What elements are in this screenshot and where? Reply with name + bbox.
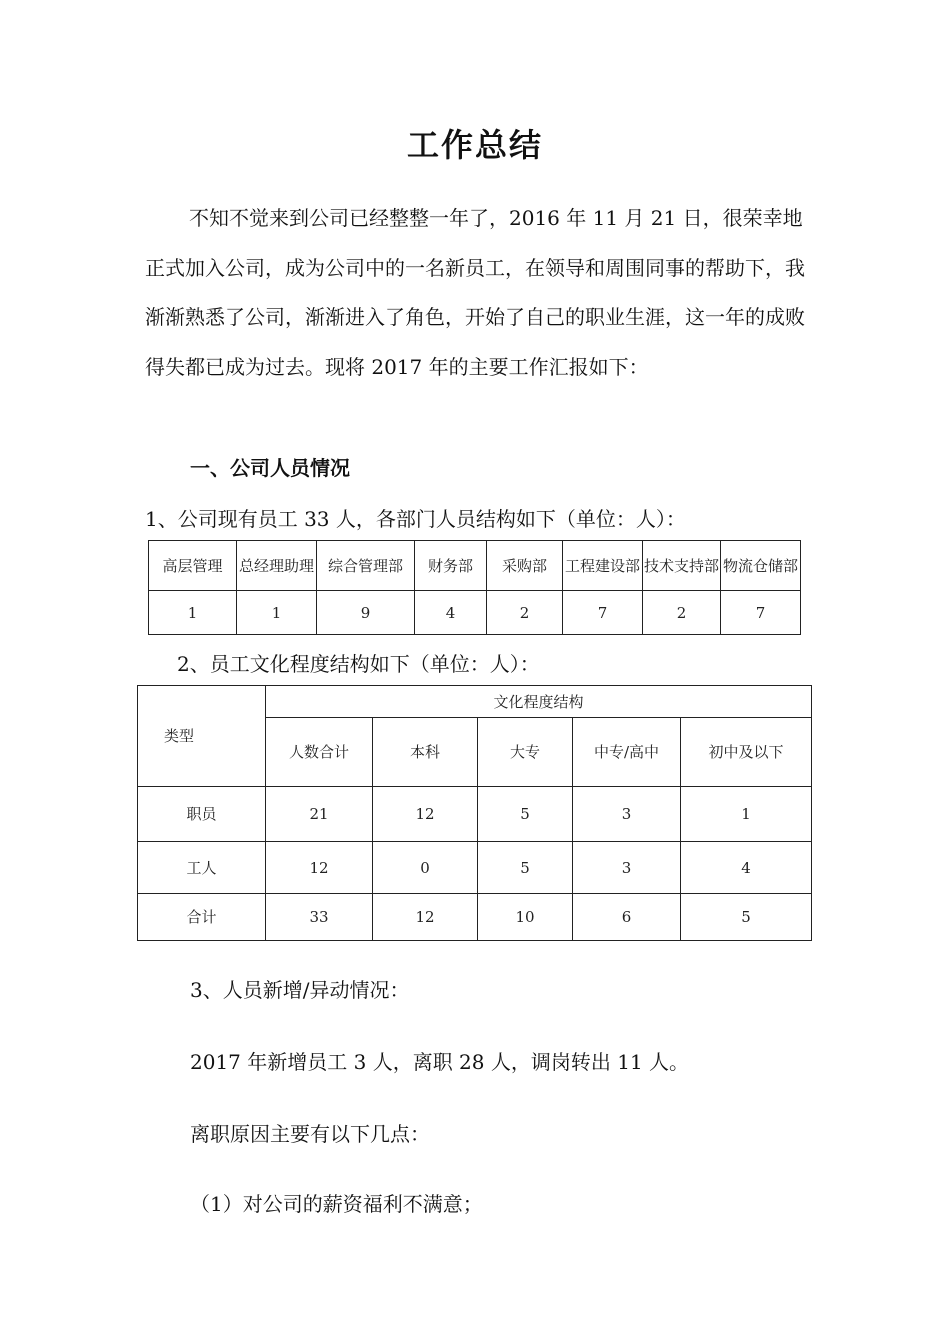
edu-header-cell: 人数合计 — [266, 718, 373, 787]
table-cell: 4 — [681, 842, 812, 894]
type-header-cell: 类型 — [138, 686, 266, 787]
dept-value-cell: 1 — [149, 591, 237, 635]
table-cell: 0 — [373, 842, 478, 894]
dept-header-cell: 物流仓储部 — [721, 541, 801, 591]
item-2-text: 2、员工文化程度结构如下（单位：人）： — [177, 652, 540, 676]
reasons-intro-text: 离职原因主要有以下几点： — [190, 1122, 430, 1146]
dept-header-cell: 工程建设部 — [563, 541, 643, 591]
table-cell: 33 — [266, 894, 373, 941]
edu-header-cell: 中专/高中 — [573, 718, 681, 787]
education-group-row — [138, 686, 812, 718]
edu-header-cell: 初中及以下 — [681, 718, 812, 787]
table-cell: 1 — [681, 787, 812, 842]
dept-header-cell: 综合管理部 — [317, 541, 415, 591]
dept-header-cell: 财务部 — [415, 541, 487, 591]
row-label-cell: 工人 — [138, 842, 266, 894]
new-staff-text: 2017 年新增员工 3 人，离职 28 人，调岗转出 11 人。 — [190, 1050, 690, 1074]
group-header-cell: 文化程度结构 — [266, 686, 812, 718]
table-cell: 12 — [373, 787, 478, 842]
edu-header-cell: 大专 — [478, 718, 573, 787]
table-row — [138, 787, 812, 842]
dept-value-cell: 2 — [487, 591, 563, 635]
section-heading: 一、公司人员情况 — [190, 456, 350, 480]
document-title: 工作总结 — [406, 126, 543, 164]
table-cell: 5 — [478, 842, 573, 894]
dept-header-cell: 高层管理 — [149, 541, 237, 591]
dept-value-cell: 7 — [563, 591, 643, 635]
dept-value-cell: 2 — [643, 591, 721, 635]
dept-value-cell: 9 — [317, 591, 415, 635]
row-label-cell: 职员 — [138, 787, 266, 842]
item-1-text: 1、公司现有员工 33 人，各部门人员结构如下（单位：人）： — [145, 507, 686, 531]
intro-text: 不知不觉来到公司已经整整一年了，2016 年 11 月 21 日，很荣幸地正式加入公司，成为公司中的一名新员工，在领导和周围同事的帮助下，我渐渐熟悉了公司，渐渐进入了角色，开始了自己的职业生涯，这一年的成败得失都已成为过去。现将 2017 年的主要工作汇报如下： — [145, 206, 805, 379]
department-value-row — [149, 591, 801, 635]
table-cell: 6 — [573, 894, 681, 941]
table-cell: 5 — [681, 894, 812, 941]
dept-header-cell: 采购部 — [487, 541, 563, 591]
table-cell: 10 — [478, 894, 573, 941]
dept-value-cell: 7 — [721, 591, 801, 635]
dept-value-cell: 1 — [237, 591, 317, 635]
edu-header-cell: 本科 — [373, 718, 478, 787]
table-cell: 12 — [266, 842, 373, 894]
dept-value-cell: 4 — [415, 591, 487, 635]
education-table — [137, 685, 812, 941]
department-header-row — [149, 541, 801, 591]
table-cell: 21 — [266, 787, 373, 842]
department-table — [148, 540, 801, 635]
table-row — [138, 842, 812, 894]
table-cell: 12 — [373, 894, 478, 941]
table-cell: 3 — [573, 842, 681, 894]
table-cell: 3 — [573, 787, 681, 842]
intro-paragraph — [145, 194, 805, 392]
dept-header-cell: 总经理助理 — [237, 541, 317, 591]
item-3-text: 3、人员新增/异动情况： — [190, 978, 410, 1002]
row-label-cell: 合计 — [138, 894, 266, 941]
table-cell: 5 — [478, 787, 573, 842]
table-row — [138, 894, 812, 941]
reason-1-text: （1）对公司的薪资福利不满意； — [190, 1192, 483, 1216]
dept-header-cell: 技术支持部 — [643, 541, 721, 591]
